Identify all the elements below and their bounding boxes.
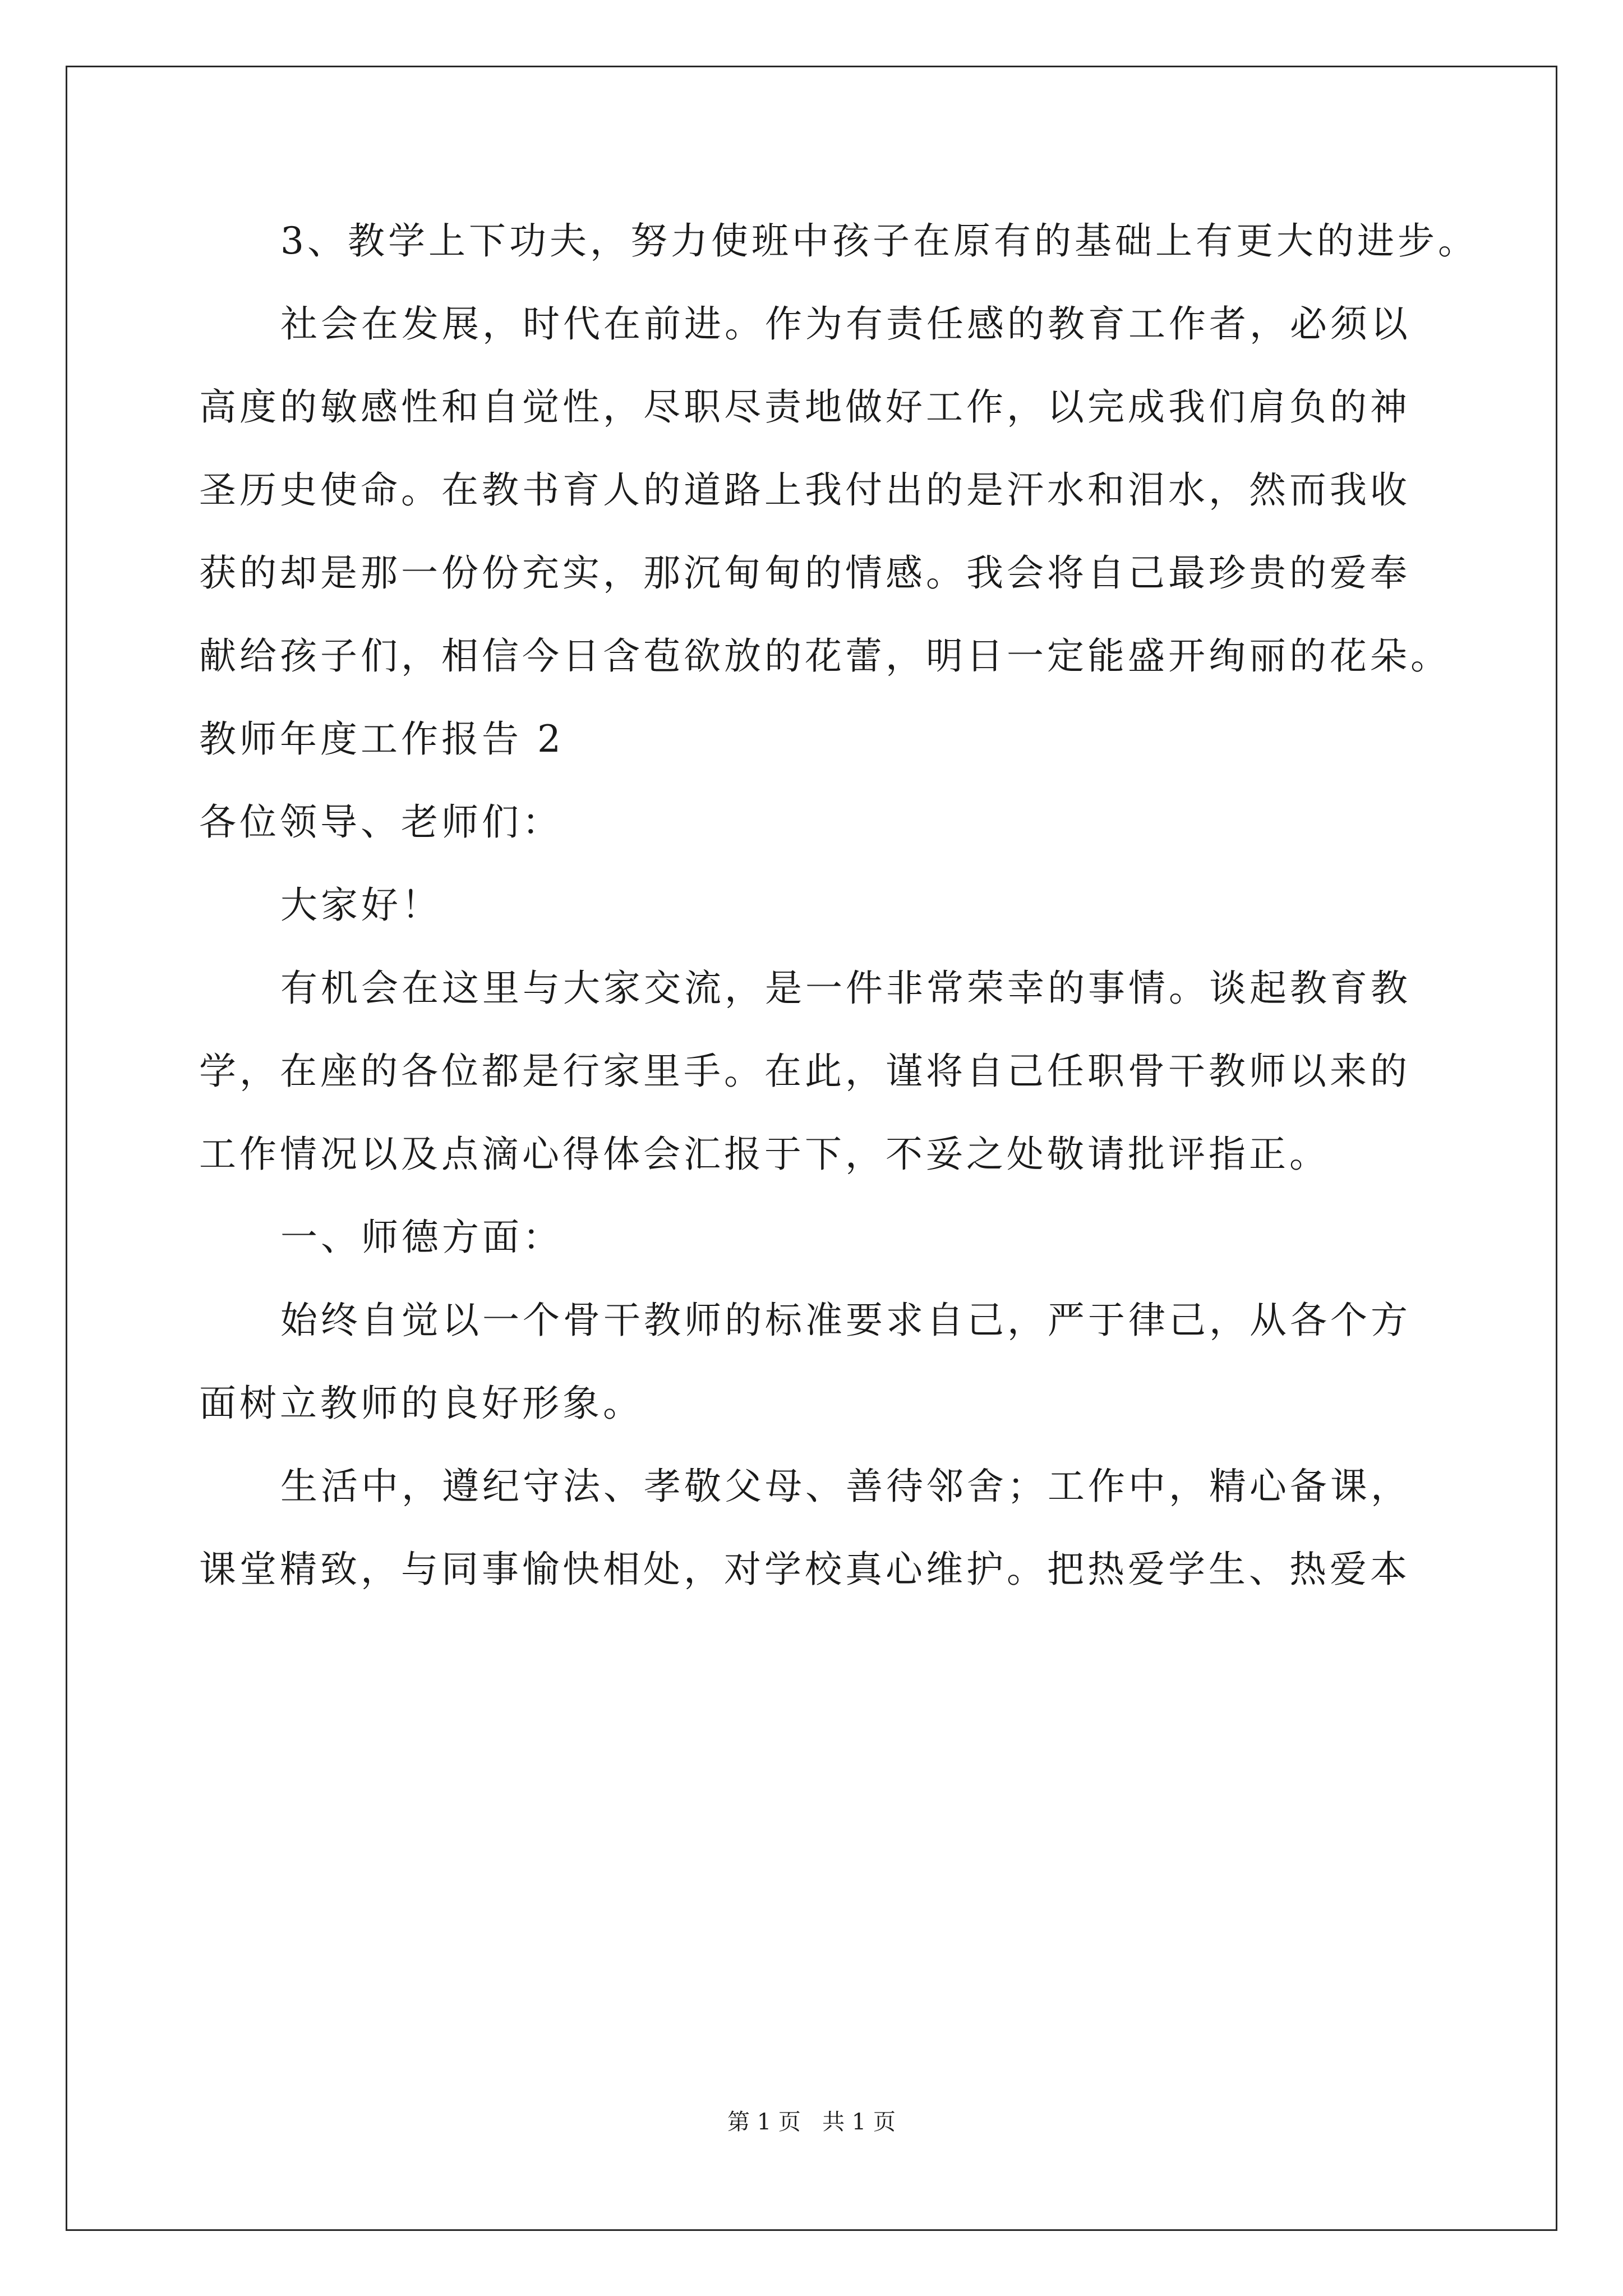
paragraph-line: 面树立教师的良好形象。 (199, 1382, 643, 1425)
paragraph-line: 圣历史使命。在教书育人的道路上我付出的是汗水和泪水，然而我收 (199, 468, 1410, 512)
paragraph-line: 有机会在这里与大家交流，是一件非常荣幸的事情。谈起教育教 (280, 967, 1411, 1010)
subsection-heading: 一、师德方面： (280, 1216, 563, 1259)
paragraph-line: 学，在座的各位都是行家里手。在此，谨将自己任职骨干教师以来的 (199, 1050, 1410, 1093)
paragraph-line: 高度的敏感性和自觉性，尽职尽责地做好工作，以完成我们肩负的神 (199, 385, 1410, 429)
paragraph-line: 社会在发展，时代在前进。作为有责任感的教育工作者，必须以 (280, 302, 1411, 346)
page-footer: 第 1 页 共 1 页 (727, 2109, 896, 2135)
paragraph-line: 课堂精致，与同事愉快相处，对学校真心维护。把热爱学生、热爱本 (199, 1548, 1410, 1591)
paragraph-line: 获的却是那一份份充实，那沉甸甸的情感。我会将自己最珍贵的爱奉 (199, 551, 1410, 595)
paragraph-line: 工作情况以及点滴心得体会汇报于下，不妥之处敬请批评指正。 (199, 1133, 1330, 1176)
section-heading: 教师年度工作报告 2 (199, 717, 564, 761)
salutation: 各位领导、老师们： (199, 800, 562, 844)
paragraph-line: 始终自觉以一个骨干教师的标准要求自己，严于律己，从各个方 (280, 1299, 1411, 1342)
paragraph-line: 3、教学上下功夫，努力使班中孩子在原有的基础上有更大的进步。 (280, 219, 1478, 263)
paragraph-line: 献给孩子们，相信今日含苞欲放的花蕾，明日一定能盛开绚丽的花朵。 (199, 634, 1451, 678)
paragraph-line: 生活中，遵纪守法、孝敬父母、善待邻舍；工作中，精心备课， (280, 1465, 1411, 1508)
greeting: 大家好！ (280, 884, 442, 927)
